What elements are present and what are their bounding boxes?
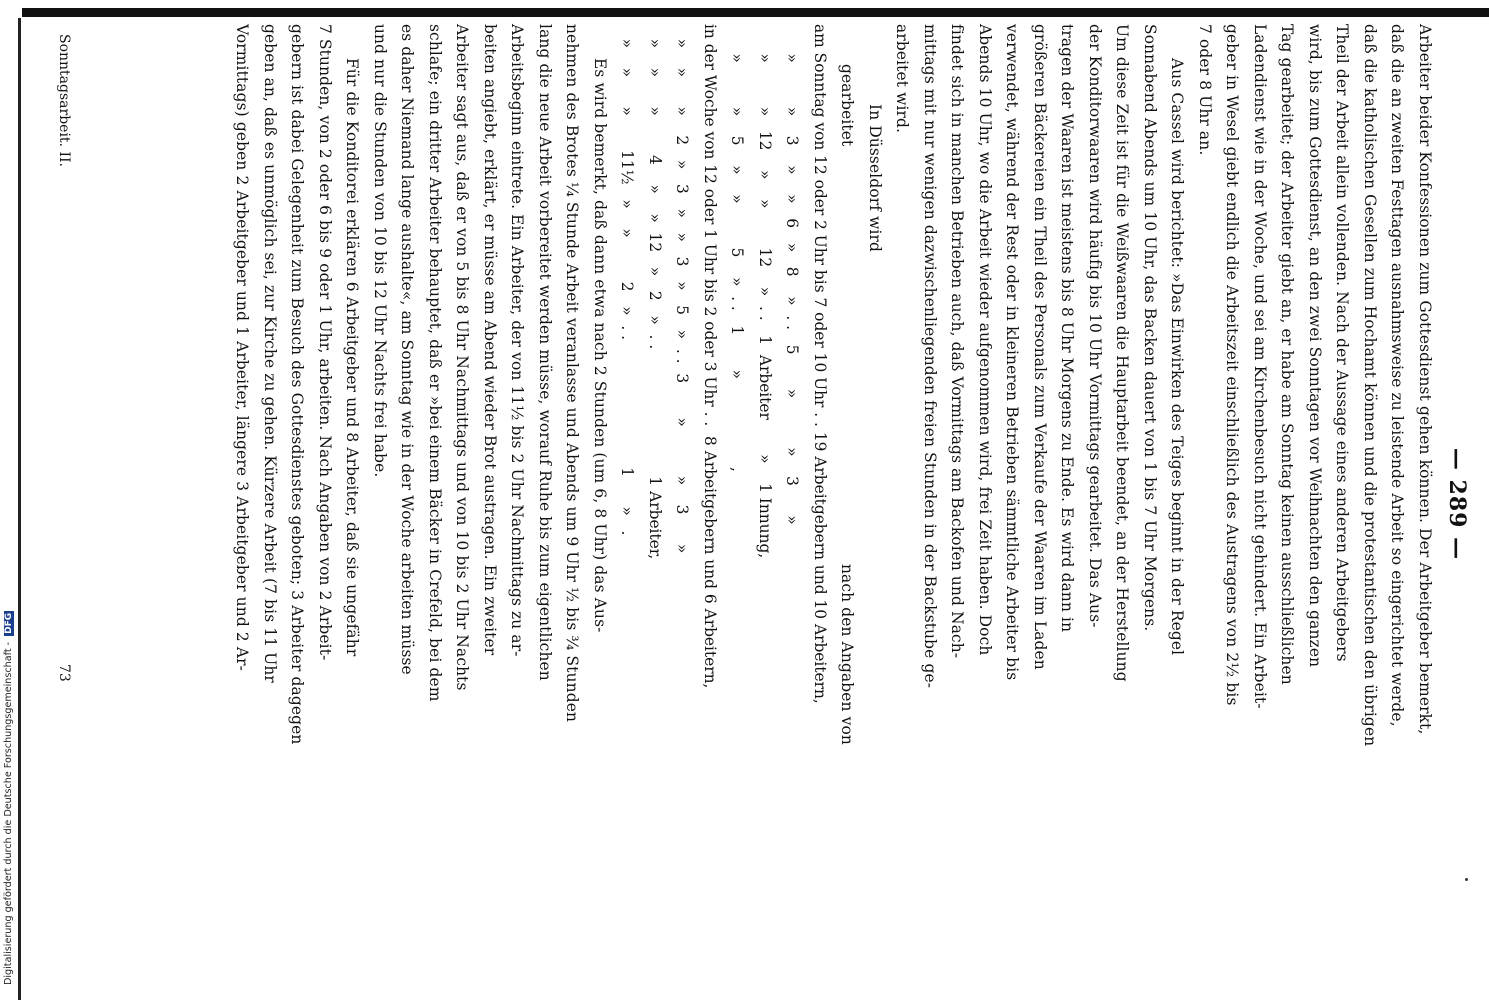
table-row: am Sonntag von 12 oder 2 Uhr bis 7 oder 10 Uhr . . 19 Arbeitgebern und 10 Arbeitern, (811, 24, 829, 704)
table-row: » » » 2 » 3 » » 3 » 5 » . . 3 » » 3 » (673, 24, 692, 554)
text-line: und nur die Stunden von 10 bis 12 Uhr Nachts frei habe. (371, 24, 389, 478)
footer-left: Sonntagsarbeit. II. (56, 34, 72, 167)
text-line: Um diese Zeit ist für die Weißwaaren die Hauptarbeit beendet, an der Herstellung (1113, 24, 1132, 682)
text-line: daß die an zweiten Festtagen ausnahmsweise zu leistende Arbeit so eingerichtet werde, (1388, 24, 1407, 727)
text-line: Arbeiter beider Konfessionen zum Gottesdienst gehen können. Der Arbeitgeber bemerkt, (1416, 24, 1434, 735)
text-line: gebern ist dabei Gelegenheit zum Besuch des Gottesdienstes geboten; 3 Arbeiter dagegen (288, 24, 307, 745)
col-head-gearbeitet: gearbeitet (838, 64, 857, 147)
text-line: Arbeiter sagt aus, daß er von 5 bis 8 Uhr Nachmittags und von 10 bis 2 Uhr Nachts (453, 24, 472, 691)
text-line: arbeitet wird. (893, 24, 912, 134)
text-line: Ladendienst wie in der Woche, und sei am Kirchenbesuch nicht gehindert. Ein Arbeit- (1251, 24, 1269, 709)
text-line: es daher Niemand lange aushalte«, am Sonntag wie in der Woche arbeiten müsse (398, 24, 417, 675)
table-header (833, 24, 861, 984)
text-line: 7 oder 8 Uhr an. (1196, 24, 1214, 156)
text-line: nehmen des Brotes ¼ Stunde Arbeit veranlasse und Abends um 9 Uhr ½ bis ¾ Stunden (563, 24, 582, 723)
text-line: beiten angiebt, erklärt, er müsse am Abend wieder Brot austragen. Ein zweiter (481, 24, 499, 656)
footer-right: 73 (56, 664, 72, 682)
text-line: wird, bis zum Gottesdienst, an den zwei Sonntagen vor Weihnachten den ganzen (1306, 24, 1324, 668)
dfg-logo: DFG (4, 612, 14, 634)
col-head-angaben: nach den Angaben von (838, 564, 857, 745)
text-line: Theil der Arbeit allein vollenden. Nach der Aussage eines anderen Arbeitgebers (1333, 24, 1352, 662)
page-number: — 289 — (1444, 447, 1470, 561)
text-line: mittags mit nur wenigen dazwischenliegenden freien Stunden in der Backstube ge- (921, 24, 939, 689)
text-line: Aus Cassel wird berichtet: »Das Einwirken des Teiges beginnt in der Regel (1168, 58, 1187, 656)
duesseldorf-title: In Düsseldorf wird (866, 104, 884, 253)
text-line: lang die neue Arbeit vorbereitet werden müsse, worauf Ruhe bis zum eigentlichen (536, 24, 554, 681)
text-line: daß die katholischen Gesellen zum Hochamt können und die protestantischen den übrigen (1361, 24, 1379, 747)
table-row: » » » 4 » » 12 » 2 » . . 1 Arbeiter, (646, 24, 664, 560)
text-line: Es wird bemerkt, daß dann etwa nach 2 Stunden (um 6, 8 Uhr) das Aus- (591, 58, 609, 633)
rotated-page-content (10, 24, 1470, 984)
paragraph-intro (1191, 24, 1439, 984)
duesseldorf-table (613, 24, 833, 984)
table-row: » » 12 » » 12 » . . 1 Arbeiter » 1 Innung, (756, 24, 774, 559)
paragraph-closing (228, 24, 613, 984)
text-line: Für die Konditorei erklären 6 Arbeitgeber und 8 Arbeiter, daß sie ungefähr (343, 58, 362, 657)
table-row: in der Woche von 12 oder 1 Uhr bis 2 oder 3 Uhr . . 8 Arbeitgebern und 6 Arbeitern, (701, 24, 719, 689)
text-line: findet sich in manchen Betrieben auch, daß Vormittags am Backofen und Nach- (948, 24, 967, 659)
text-line: Tag gearbeitet; der Arbeiter giebt an, er habe am Sonntag keinen ausschließlichen (1278, 24, 1297, 685)
text-line: Sonnabend Abends um 10 Uhr, das Backen dauert von 1 bis 7 Uhr Morgens. (1141, 24, 1159, 632)
paragraph-kassel (888, 24, 1191, 984)
table-row: » » 3 » » 6 » 8 » . . 5 » » 3 » (783, 24, 802, 525)
text-line: schlafe; ein dritter Arbeiter behauptet, daß er »bei einem Bäcker in Crefeld, bei dem (426, 24, 444, 702)
text-line: tragen der Waaren ist meistens bis 8 Uhr Morgens zu Ende. Es wird dann in (1058, 24, 1077, 633)
text-line: verwendet, während der Rest oder in kleineren Betrieben sämmtliche Arbeiter bis (1003, 24, 1022, 681)
text-line: Vormittags) geben 2 Arbeitgeber und 1 Arbeiter, längere 3 Arbeitgeber und 2 Ar- (233, 24, 252, 671)
text-line: geben an, daß es unmöglich sei, zur Kirche zu gehen. Kürzere Arbeit (7 bis 11 Uhr (261, 24, 279, 683)
text-line: Abends 10 Uhr, wo die Arbeit wieder aufgenommen wird, frei Zeit haben. Doch (976, 24, 994, 656)
table-row: » » 5 » » 5 » . . 1 » , (728, 24, 747, 472)
text-line: der Konditorwaaren wird häufig bis 10 Uhr Vormittags gearbeitet. Das Aus- (1086, 24, 1104, 628)
scan-edge-top (22, 8, 1489, 17)
table-row: » » » 11½ » » 2 » . . 1 » . (618, 24, 637, 536)
text-line: größeren Bäckereien ein Theil des Personals zum Verkaufe der Waaren im Laden (1031, 24, 1049, 670)
text-line: geber in Wesel giebt endlich die Arbeitszeit einschließlich des Austragens von 2½ bis (1223, 24, 1242, 706)
digitization-text: Digitalisierung gefördert durch die Deutsche Forschungsgemeinschaft - (3, 641, 14, 985)
text-line: Arbeitsbeginn eintrete. Ein Arbeiter, der von 11½ bis 2 Uhr Nachmittags zu ar- (508, 24, 527, 657)
text-line: 7 Stunden, von 2 oder 6 bis 9 oder 1 Uhr, arbeiten. Nach Angaben von 2 Arbeit- (316, 24, 334, 661)
